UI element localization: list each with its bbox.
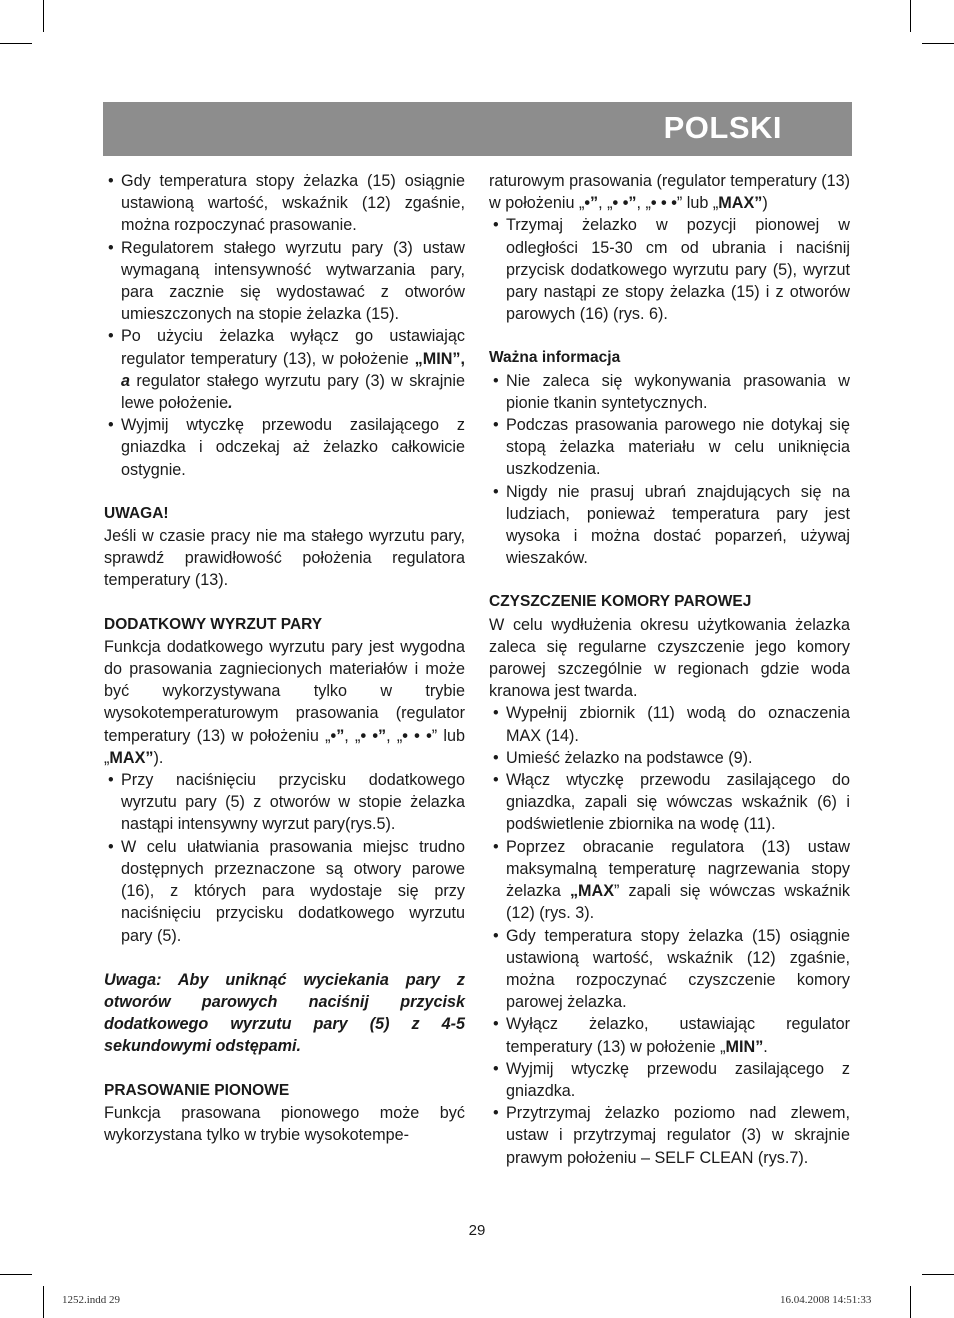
list-item: • Poprzez obracanie regulatora (13) ustaw maksymalną temperaturę nagrzewania stopy żelazka „MAX” zapali się wówczas wskaźnik (12) (rys. 3). xyxy=(493,837,850,923)
list-item: • Podczas prasowania parowego nie dotykaj się stopą żelazka materiału w celu uniknięcia uszkodzenia. xyxy=(493,416,850,479)
list-item: • Wyjmij wtyczkę przewodu zasilającego z gniazdka. xyxy=(493,1059,850,1100)
left-column xyxy=(104,170,465,1146)
language-banner xyxy=(103,102,852,156)
list-item: • Trzymaj żelazko w pozycji pionowej w odległości 15-30 cm od ubrania i naciśnij przycisk dodatkowego wyrzutu pary (5), wyrzut pary nastąpi ze stopy żelazka (15) i z otworów parowych (16) (rys. 6). xyxy=(493,216,850,324)
crop-mark xyxy=(0,43,32,44)
page-number: 29 xyxy=(468,1222,486,1239)
crop-mark xyxy=(910,0,911,32)
section-heading: DODATKOWY WYRZUT PARY xyxy=(104,615,323,633)
list-item: • Przytrzymaj żelazko poziomo nad zlewem, ustaw i przytrzymaj regulator (3) w skrajnie prawym położeniu – SELF CLEAN (rys.7). xyxy=(493,1104,850,1167)
list-item: • Nigdy nie prasuj ubrań znajdujących się na ludziach, ponieważ temperatura pary jest wysoka i można dostać poparzeń, używaj wieszaków. xyxy=(493,482,850,568)
list-item: • Wyjmij wtyczkę przewodu zasilającego z gniazdka i odczekaj aż żelazko całkowicie ostygnie. xyxy=(108,416,465,479)
crop-mark xyxy=(0,1274,32,1275)
list-item: • Wypełnij zbiornik (11) wodą do oznaczenia MAX (14). xyxy=(493,704,850,745)
section-heading: PRASOWANIE PIONOWE xyxy=(104,1081,290,1099)
paragraph: Jeśli w czasie pracy nie ma stałego wyrzutu pary, sprawdź prawidłowość położenia regulatora temperatury (13). xyxy=(104,527,465,590)
page-title: POLSKI xyxy=(663,110,782,145)
paragraph: Funkcja dodatkowego wyrzutu pary jest wygodna do prasowania zagniecionych materiałów i może być wykorzystywana tylko w trybie wysokotemperaturowym prasowania (regulator temperatury (13) w położeniu „•”, „• •”, „• • •” lub „MAX”). xyxy=(104,637,466,767)
right-column xyxy=(489,170,850,1169)
crop-mark xyxy=(43,1286,44,1318)
crop-mark xyxy=(922,1274,954,1275)
crop-mark xyxy=(910,1286,911,1318)
section-heading: Ważna informacja xyxy=(489,349,621,367)
list-item: • Włącz wtyczkę przewodu zasilającego do gniazdka, zapali się wówczas wskaźnik (6) i podświetlenie zbiornika na wodę (11). xyxy=(493,771,850,834)
crop-mark xyxy=(922,43,954,44)
list-item: • Gdy temperatura stopy żelazka (15) osiągnie ustawioną wartość, wskaźnik (12) zgaśnie, można rozpoczynać czyszczenie komory parowej żelazka. xyxy=(493,926,850,1012)
paragraph: W celu wydłużenia okresu użytkowania żelazka zaleca się regularne czyszczenie jego komory parowej szczególnie w regionach gdzie woda kranowa jest twarda. xyxy=(489,615,850,701)
list-item: • Gdy temperatura stopy żelazka (15) osiągnie ustawioną wartość, wskaźnik (12) zgaśnie, można rozpoczynać prasowanie. xyxy=(108,172,465,235)
paragraph: raturowym prasowania (regulator temperatury (13) w położeniu „•”, „• •”, „• • •” lub „MAX”) xyxy=(489,172,850,213)
print-slug-file: 1252.indd 29 xyxy=(62,1294,121,1306)
section-heading: CZYSZCZENIE KOMORY PAROWEJ xyxy=(489,593,752,611)
list-item: • Przy naciśnięciu przycisku dodatkowego wyrzutu pary (5) z otworów w stopie żelazka nastąpi intensywny wyrzut pary(rys.5). xyxy=(108,771,465,834)
list-item: • W celu ułatwiania prasowania miejsc trudno dostępnych przeznaczone są otwory parowe (16), z których para wydostaje się przy naciśnięciu przycisku dodatkowego wyrzutu pary (5). xyxy=(108,837,465,945)
paragraph: Funkcja prasowana pionowego może być wykorzystana tylko w trybie wysokotempe- xyxy=(104,1103,465,1144)
section-heading: UWAGA! xyxy=(104,504,169,522)
print-slug-date: 16.04.2008 14:51:33 xyxy=(780,1294,872,1306)
list-item: • Regulatorem stałego wyrzutu pary (3) ustaw wymaganą intensywność wytwarzania pary, para zacznie się wydostawać z otworów umieszczonych na stopie żelazka (15). xyxy=(108,238,465,324)
list-item: • Wyłącz żelazko, ustawiając regulator temperatury (13) w położenie „MIN”. xyxy=(493,1015,850,1056)
list-item: • Nie zaleca się wykonywania prasowania w pionie tkanin syntetycznych. xyxy=(493,371,850,412)
list-item: • Po użyciu żelazka wyłącz go ustawiając regulator temperatury (13), w położenie „MIN”, a regulator stałego wyrzutu pary (3) w skrajnie lewe położenie. xyxy=(108,327,465,413)
crop-mark xyxy=(43,0,44,32)
list-item: • Umieść żelazko na podstawce (9). xyxy=(493,748,753,767)
warning-note: Uwaga: Aby uniknąć wyciekania pary z otworów parowych naciśnij przycisk dodatkowego wyrzutu pary (5) z 4-5 sekundowymi odstępami. xyxy=(104,970,465,1056)
